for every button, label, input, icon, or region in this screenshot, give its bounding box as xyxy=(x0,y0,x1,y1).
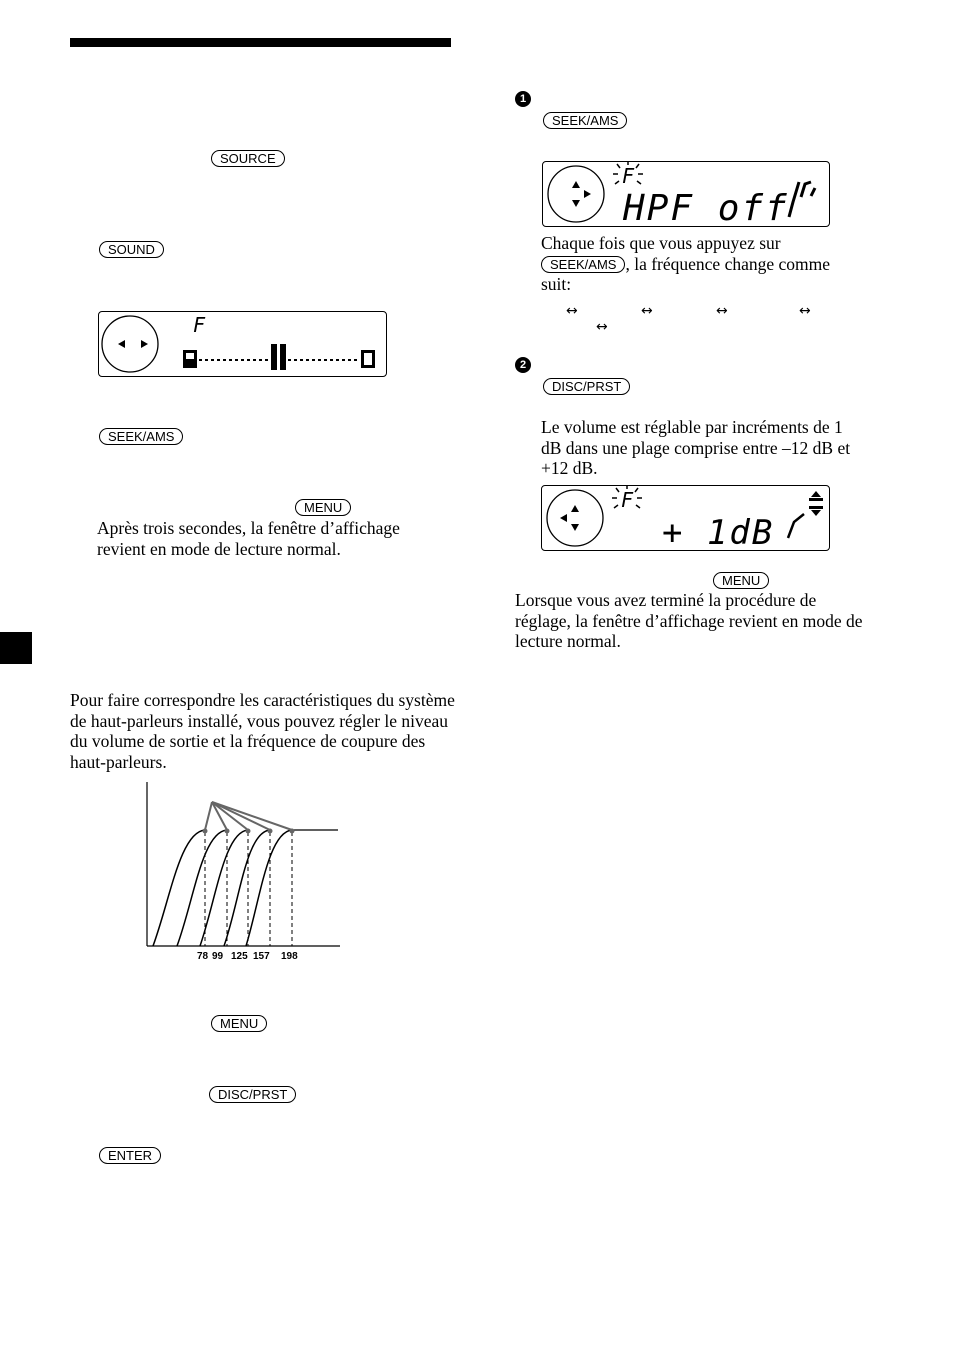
level-value: + 1dB xyxy=(662,513,775,550)
menu-button[interactable]: MENU xyxy=(713,572,769,589)
display-fader xyxy=(98,311,387,377)
control-dial-icon xyxy=(102,316,158,372)
menu-button[interactable]: MENU xyxy=(295,499,351,516)
tick-label: 78 xyxy=(197,951,209,962)
source-button[interactable]: SOURCE xyxy=(211,150,285,167)
arrow-up-icon xyxy=(572,181,580,188)
curve-78 xyxy=(153,830,205,946)
step-number-1: 1 xyxy=(515,91,531,107)
fader-center-mark xyxy=(271,344,277,370)
tick-label: 157 xyxy=(253,951,270,962)
seek-ams-button[interactable]: SEEK/AMS xyxy=(541,256,625,273)
intro-paragraph: Pour faire correspondre les caractéristiques du système de haut-parleurs installé, vous pouvez régler le niveau du volume de sortie et la fréquence de coupure des haut-parleurs. xyxy=(70,690,455,772)
control-dial-icon xyxy=(547,490,603,546)
arrow-down-icon xyxy=(572,200,580,207)
control-dial-icon xyxy=(548,166,604,222)
arrow-right-icon xyxy=(584,190,591,198)
disc-prst-button[interactable]: DISC/PRST xyxy=(543,378,630,395)
enter-button[interactable]: ENTER xyxy=(99,1147,161,1164)
curve-99 xyxy=(177,830,227,946)
level-slope-icon xyxy=(788,514,804,538)
curve-125 xyxy=(200,830,248,946)
seek-ams-button[interactable]: SEEK/AMS xyxy=(99,428,183,445)
display-hpf xyxy=(542,161,830,227)
hpf-value: HPF off xyxy=(623,188,789,226)
arrow-right-icon xyxy=(141,340,148,348)
cutoff-frequency-graph xyxy=(140,780,350,970)
curve-157 xyxy=(224,830,270,946)
disc-prst-button[interactable]: DISC/PRST xyxy=(209,1086,296,1103)
arrow-up-icon xyxy=(571,505,579,512)
menu-button[interactable]: MENU xyxy=(211,1015,267,1032)
step-number-2: 2 xyxy=(515,357,531,373)
display-level xyxy=(541,485,830,551)
double-arrow-icon: ↔ xyxy=(596,319,608,335)
chapter-tab xyxy=(0,632,32,664)
sound-button[interactable]: SOUND xyxy=(99,241,164,258)
updown-indicator-icon xyxy=(809,491,823,516)
arrow-down-icon xyxy=(571,524,579,531)
paragraph-final: Lorsque vous avez terminé la procédure de réglage, la fenêtre d’affichage revient en mode de lecture normal. xyxy=(515,590,863,651)
double-arrow-icon: ↔ xyxy=(566,303,578,319)
tick-label: 198 xyxy=(281,951,298,962)
step1-text-b: , la fréquence change comme suit: xyxy=(541,253,831,294)
seek-ams-button[interactable]: SEEK/AMS xyxy=(543,112,627,129)
level-letter: F xyxy=(621,488,634,512)
paragraph-after-menu: Après trois secondes, la fenêtre d’affichage revient en mode de lecture normal. xyxy=(97,518,400,559)
paragraph-step2: Le volume est réglable par incréments de 1 dB dans une plage comprise entre –12 dB et +12 dB. xyxy=(541,417,851,478)
step1-text-a: Chaque fois que vous appuyez sur xyxy=(541,233,781,253)
double-arrow-icon: ↔ xyxy=(716,303,728,319)
arrow-left-icon xyxy=(560,514,567,522)
paragraph-step1 xyxy=(541,233,861,295)
tick-label: 99 xyxy=(212,951,224,962)
fader-letter: F xyxy=(193,313,206,337)
double-arrow-icon: ↔ xyxy=(641,303,653,319)
speaker-slope-icon xyxy=(789,182,815,217)
hpf-letter: F xyxy=(622,164,635,188)
double-arrow-icon: ↔ xyxy=(799,303,811,319)
arrow-left-icon xyxy=(118,340,125,348)
section-header-bar xyxy=(70,38,451,47)
tick-label: 125 xyxy=(231,951,248,962)
